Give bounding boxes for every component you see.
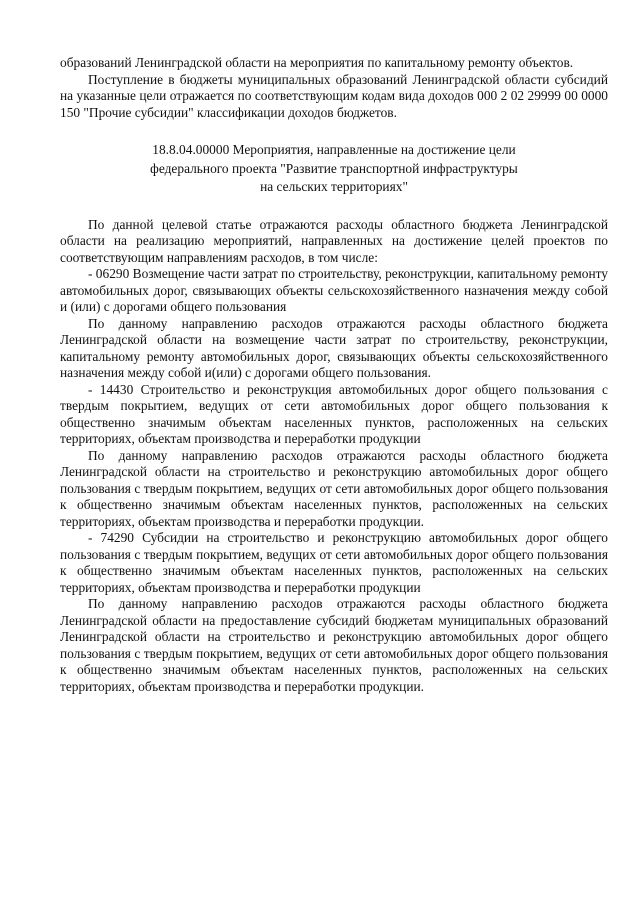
body-paragraph: По данной целевой статье отражаются расходы областного бюджета Ленинградской области на реализацию мероприятий, направленных на достижение целей проектов по соответствующим направлениям расходов, в том числе: xyxy=(60,216,608,265)
body-paragraph: По данному направлению расходов отражаются расходы областного бюджета Ленинградской области на строительство и реконструкцию автомобильных дорог общего пользования с твердым покрытием, ведущих от сети автомобильных дорог общего пользования к общественно значимым объектам населенных пунктов, расположенных на сельских территориях, объектам производства и переработки продукции. xyxy=(60,447,608,529)
intro-paragraph-1: образований Ленинградской области на мероприятия по капитальному ремонту объектов. xyxy=(60,55,574,70)
section-heading-line-3: на сельских территориях" xyxy=(260,179,408,194)
body-paragraph: - 74290 Субсидии на строительство и реконструкцию автомобильных дорог общего пользования с твердым покрытием, ведущих от сети автомобильных дорог общего пользования к общественно значимым объектам населенных пунктов, расположенных на сельских территориях, объектам производства и переработки продукции xyxy=(60,530,608,595)
body-paragraph: По данному направлению расходов отражаются расходы областного бюджета Ленинградской области на возмещение части затрат по строительству, реконструкции, капитальному ремонту автомобильных дорог, связывающих объекты сельскохозяйственного назначения между собой и(или) с дорогами общего пользования. xyxy=(60,315,608,380)
body-paragraph: - 14430 Строительство и реконструкция автомобильных дорог общего пользования с твердым покрытием, ведущих от сети автомобильных дорог общего пользования к общественно значимым объектам населенных пунктов, расположенных на сельских территориях, объектам производства и переработки продукции xyxy=(60,381,608,446)
section-heading-line-2: федерального проекта "Развитие транспортной инфраструктуры xyxy=(150,160,518,176)
section-heading xyxy=(60,141,608,197)
document-body xyxy=(60,55,608,695)
body-paragraph: - 06290 Возмещение части затрат по строительству, реконструкции, капитальному ремонту автомобильных дорог, связывающих объекты сельскохозяйственного назначения между собой и (или) с дорогами общего пользования xyxy=(60,266,608,314)
body-paragraph: По данному направлению расходов отражаются расходы областного бюджета Ленинградской области на предоставление субсидий бюджетам муниципальных образований Ленинградской области на строительство и реконструкцию автомобильных дорог общего пользования с твердым покрытием, ведущих от сети автомобильных дорог общего пользования к общественно значимым объектам населенных пунктов, расположенных на сельских территориях, объектам производства и переработки продукции. xyxy=(60,596,608,694)
section-heading-line-1: 18.8.04.00000 Мероприятия, направленные на достижение цели xyxy=(152,142,516,157)
intro-paragraph-2: Поступление в бюджеты муниципальных образований Ленинградской области субсидий на указанные цели отражается по соответствующим кодам вида доходов 000 2 02 29999 00 0000 150 "Прочие субсидии" классификации доходов бюджетов. xyxy=(60,71,608,120)
